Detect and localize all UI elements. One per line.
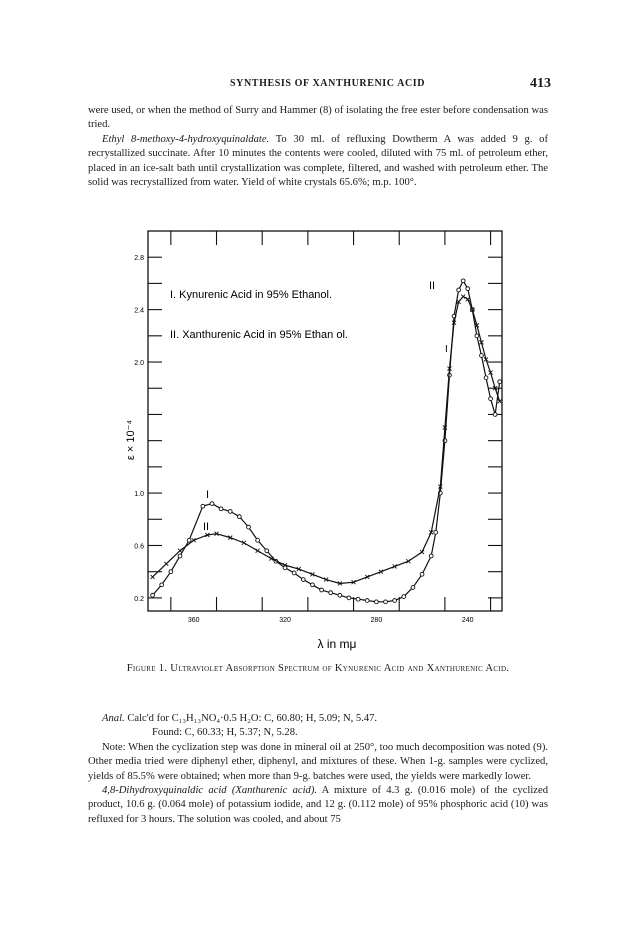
- point-series-I: [393, 599, 397, 603]
- point-series-II: [461, 295, 465, 299]
- point-series-I: [311, 583, 315, 587]
- y-tick-label: 1.0: [134, 491, 144, 499]
- point-series-I: [429, 554, 433, 558]
- point-series-I: [374, 600, 378, 604]
- point-series-I: [420, 572, 424, 576]
- uv-spectrum-figure: [125, 225, 520, 651]
- running-title: SYNTHESIS OF XANTHURENIC ACID: [230, 78, 426, 89]
- point-series-I: [292, 571, 296, 575]
- point-series-II: [269, 557, 273, 561]
- point-series-I: [457, 288, 461, 292]
- x-tick-labels: [188, 617, 474, 624]
- point-series-I: [493, 413, 497, 417]
- point-series-I: [466, 287, 470, 291]
- y-tick-label: 0.6: [134, 543, 144, 551]
- legend-entry-kynurenic: I. Kynurenic Acid in 95% Ethanol.: [170, 289, 333, 301]
- tick-marks: [148, 231, 502, 611]
- point-series-II: [151, 575, 155, 579]
- point-series-I: [347, 596, 351, 600]
- x-tick-label: 280: [370, 617, 383, 624]
- point-series-II: [164, 562, 168, 566]
- y-tick-label: 2.0: [134, 360, 144, 368]
- note-paragraph: Note: When the cyclization step was done in mineral oil at 250°, too much decomposition was noted (9). Other media tried were diphenyl ether, diphenyl, and mixtures of these. When 1-g. samples were cyclized, yields of 85.5% were obtained; when more than 9-g. batches were used, the yields were markedly lower.: [88, 741, 548, 782]
- point-series-II: [256, 549, 260, 553]
- paragraph-ethyl-ester: [88, 133, 548, 191]
- point-series-I: [178, 554, 182, 558]
- analysis-calculated: [88, 712, 548, 726]
- point-series-I: [301, 578, 305, 582]
- analysis-text: [88, 712, 548, 827]
- compound-heading-xanthurenic: 4,8-Dihydroxyquinaldic acid (Xanthurenic acid).: [102, 785, 317, 797]
- point-series-I: [201, 504, 205, 508]
- curve-label-ii-peak: II: [429, 280, 436, 292]
- point-series-I: [356, 597, 360, 601]
- point-series-I: [384, 600, 388, 604]
- procedure-text-xanthurenic: A mixture of 4.3 g. (0.016 mole) of the cyclized product, 10.6 g. (0.064 mole) of potassium iodide, and 12 g. (0.112 mole) of 95% phosphoric acid (10) was refluxed for 3 hours. The solution was cooled, and about 75: [88, 785, 548, 825]
- point-series-I: [434, 530, 438, 534]
- point-series-I: [169, 570, 173, 574]
- point-series-I: [329, 591, 333, 595]
- y-tick-label: 2.4: [134, 307, 144, 315]
- point-series-I: [498, 380, 502, 384]
- x-tick-label: 360: [187, 617, 200, 624]
- curve-label-i-band: I: [206, 489, 210, 501]
- point-series-I: [480, 354, 484, 358]
- page-number: 413: [530, 76, 551, 91]
- running-header: [0, 78, 635, 94]
- point-series-I: [256, 538, 260, 542]
- point-series-I: [475, 334, 479, 338]
- figure-caption: Figure 1. Ultraviolet Absorption Spectrum of Kynurenic Acid and Xanthurenic Acid.: [126, 663, 510, 674]
- point-series-I: [237, 515, 241, 519]
- point-series-I: [151, 593, 155, 597]
- legend-entry-xanthurenic: II. Xanthurenic Acid in 95% Ethan ol.: [170, 329, 348, 341]
- point-series-I: [320, 588, 324, 592]
- plot-frame: [148, 231, 502, 611]
- point-series-I: [365, 599, 369, 603]
- x-tick-label: 240: [461, 617, 474, 624]
- procedure-text: To 30 ml. of refluxing Dowtherm A was added 9 g. of recrystallized succinate. After 10 minutes the contents were cooled, diluted with 75 ml. of petroleum ether, placed in an ice-salt bath until crystallization was complete, filtered, and washed with petroleum ether. The solid was recrystallized from water. Yield of white crystals 65.6%; m.p. 100°.: [88, 133, 548, 189]
- point-series-I: [210, 502, 214, 506]
- x-tick-label: 320: [279, 617, 291, 624]
- point-series-I: [489, 397, 493, 401]
- point-series-I: [247, 525, 251, 529]
- point-series-I: [219, 507, 223, 511]
- curve-label-i-peak: I: [445, 344, 448, 355]
- point-series-I: [228, 510, 232, 514]
- y-tick-label: 0.2: [134, 595, 144, 603]
- point-series-I: [461, 279, 465, 283]
- point-series-I: [187, 538, 191, 542]
- y-axis-label: ε × 10⁻⁴: [125, 419, 137, 461]
- plot-border: [148, 231, 502, 611]
- point-series-I: [265, 549, 269, 553]
- compound-heading: Ethyl 8-methoxy-4-hydroxyquinaldate.: [102, 133, 270, 145]
- point-series-I: [338, 593, 342, 597]
- analysis-label: Anal.: [102, 713, 125, 724]
- analysis-found: Found: C, 60.33; H, 5.37; N, 5.28.: [152, 727, 298, 739]
- point-series-I: [411, 586, 415, 590]
- curve-label-ii-band: II: [203, 521, 210, 533]
- point-series-I: [160, 583, 164, 587]
- paragraph-xanthurenic: [88, 784, 548, 827]
- x-axis-label: λ in mμ: [317, 637, 357, 651]
- paragraph-continued: were used, or when the method of Surry and Hammer (8) of isolating the free ester before condensation was tried.: [88, 105, 548, 131]
- point-series-II: [178, 549, 182, 553]
- point-series-I: [484, 376, 488, 380]
- data-series: [151, 279, 502, 604]
- point-series-I: [402, 595, 406, 599]
- legend: [170, 289, 348, 341]
- intro-text: [88, 104, 548, 190]
- analysis-calc-values: Calc'd for C₁₃H₁₃NO₄·0.5 H₂O: C, 60.80; H, 5.09; N, 5.47.: [124, 713, 378, 724]
- y-tick-label: 2.8: [134, 255, 144, 263]
